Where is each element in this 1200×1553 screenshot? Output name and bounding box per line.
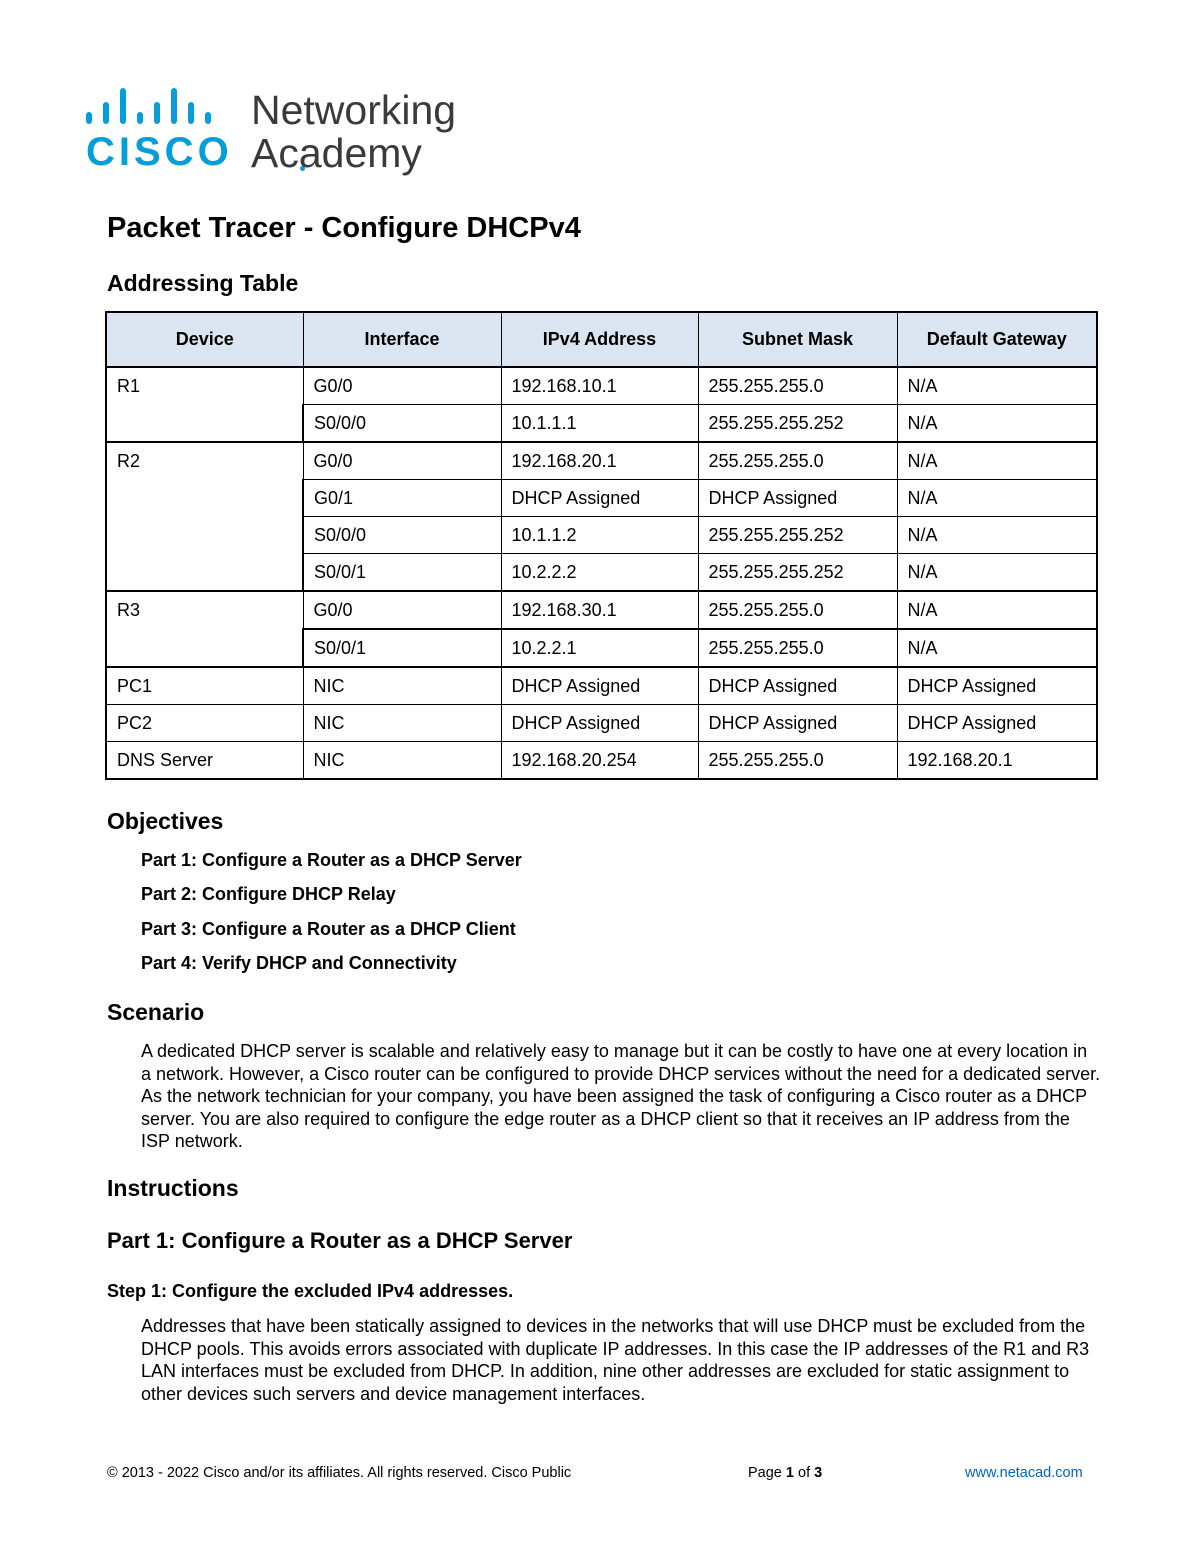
table-cell: 255.255.255.252 [698, 554, 897, 592]
table-cell: G0/0 [303, 591, 501, 629]
scenario-heading: Scenario [107, 999, 205, 1025]
cisco-networking-academy-logo [86, 88, 486, 180]
table-cell: 192.168.20.1 [897, 742, 1097, 780]
document-title: Packet Tracer - Configure DHCPv4 [107, 212, 581, 244]
cisco-wordmark: CISCO [86, 130, 233, 174]
table-cell: 255.255.255.0 [698, 442, 897, 480]
table-row [106, 705, 1097, 742]
objective-item: Part 4: Verify DHCP and Connectivity [141, 953, 457, 973]
table-cell: DHCP Assigned [897, 667, 1097, 705]
objective-item: Part 1: Configure a Router as a DHCP Server [141, 850, 522, 870]
table-cell: 255.255.255.0 [698, 629, 897, 667]
table-cell: 192.168.20.254 [501, 742, 698, 780]
device-cell: R2 [106, 442, 303, 591]
table-cell: N/A [897, 517, 1097, 554]
table-cell: DHCP Assigned [698, 667, 897, 705]
table-cell: 255.255.255.0 [698, 591, 897, 629]
table-cell: S0/0/0 [303, 405, 501, 443]
objective-item: Part 3: Configure a Router as a DHCP Client [141, 919, 516, 939]
objectives-heading: Objectives [107, 808, 224, 834]
table-header-row [106, 312, 1097, 367]
logo-networking-text: Networking [251, 87, 457, 133]
table-row [106, 667, 1097, 705]
table-cell: DHCP Assigned [501, 667, 698, 705]
table-cell: N/A [897, 629, 1097, 667]
table-cell: N/A [897, 367, 1097, 405]
objective-item: Part 2: Configure DHCP Relay [141, 884, 396, 904]
step1-paragraph: Addresses that have been statically assigned to devices in the networks that will use DHCP must be excluded from the DHCP pools. This avoids errors associated with duplicate IP addresses. In this case the IP addresses of the R1 and R3 LAN interfaces must be excluded from DHCP. In addition, nine other addresses are excluded for static assignment to other devices such servers and device management interfaces. [141, 1316, 1090, 1404]
device-cell: PC1 [106, 667, 303, 705]
part1-heading: Part 1: Configure a Router as a DHCP Server [107, 1228, 573, 1253]
table-cell: G0/0 [303, 442, 501, 480]
table-cell: DHCP Assigned [501, 705, 698, 742]
table-cell: S0/0/1 [303, 554, 501, 592]
table-cell: S0/0/0 [303, 517, 501, 554]
page-total: 3 [814, 1465, 823, 1481]
page-current: 1 [785, 1465, 794, 1481]
column-header: IPv4 Address [501, 312, 698, 367]
table-row [106, 591, 1097, 629]
table-row [106, 742, 1097, 780]
table-cell: N/A [897, 591, 1097, 629]
table-cell: NIC [303, 705, 501, 742]
addressing-table [105, 311, 1098, 780]
footer-page-number [748, 1465, 822, 1481]
table-cell: 255.255.255.0 [698, 742, 897, 780]
page-prefix: Page [748, 1465, 786, 1481]
cisco-bars-icon [86, 88, 236, 130]
table-cell: DHCP Assigned [897, 705, 1097, 742]
table-cell: DHCP Assigned [501, 480, 698, 517]
table-cell: G0/1 [303, 480, 501, 517]
table-cell: 255.255.255.0 [698, 367, 897, 405]
table-cell: 10.1.1.1 [501, 405, 698, 443]
table-cell: 255.255.255.252 [698, 517, 897, 554]
table-cell: NIC [303, 742, 501, 780]
table-cell: 192.168.20.1 [501, 442, 698, 480]
table-row [106, 367, 1097, 405]
column-header: Default Gateway [897, 312, 1097, 367]
instructions-heading: Instructions [107, 1175, 239, 1201]
table-cell: G0/0 [303, 367, 501, 405]
table-cell: 10.1.1.2 [501, 517, 698, 554]
table-cell: N/A [897, 405, 1097, 443]
table-cell: DHCP Assigned [698, 705, 897, 742]
device-cell: DNS Server [106, 742, 303, 780]
footer-copyright: © 2013 - 2022 Cisco and/or its affiliates. All rights reserved. Cisco Public [107, 1465, 572, 1481]
table-cell: S0/0/1 [303, 629, 501, 667]
footer-netacad-link[interactable]: www.netacad.com [965, 1465, 1083, 1481]
scenario-paragraph: A dedicated DHCP server is scalable and relatively easy to manage but it can be costly to have one at every location in a network. However, a Cisco router can be configured to provide DHCP services without the need for a dedicated server. As the network technician for your company, you have been assigned the task of configuring a Cisco router as a DHCP server. You are also required to configure the edge router as a DHCP client so that it receives an IP address from the ISP network. [141, 1041, 1101, 1152]
table-cell: DHCP Assigned [698, 480, 897, 517]
table-cell: N/A [897, 480, 1097, 517]
column-header: Interface [303, 312, 501, 367]
page-separator: of [793, 1465, 815, 1481]
device-cell: PC2 [106, 705, 303, 742]
table-cell: 192.168.10.1 [501, 367, 698, 405]
device-cell: R1 [106, 367, 303, 442]
table-cell: N/A [897, 442, 1097, 480]
table-cell: 10.2.2.1 [501, 629, 698, 667]
column-header: Device [106, 312, 303, 367]
table-cell: N/A [897, 554, 1097, 592]
device-cell: R3 [106, 591, 303, 667]
addressing-table-heading: Addressing Table [107, 270, 299, 296]
table-cell: 10.2.2.2 [501, 554, 698, 592]
table-row [106, 442, 1097, 480]
step1-heading: Step 1: Configure the excluded IPv4 addresses. [107, 1281, 514, 1301]
column-header: Subnet Mask [698, 312, 897, 367]
logo-academy-text: Academy [251, 130, 422, 176]
table-cell: 192.168.30.1 [501, 591, 698, 629]
table-cell: 255.255.255.252 [698, 405, 897, 443]
table-cell: NIC [303, 667, 501, 705]
